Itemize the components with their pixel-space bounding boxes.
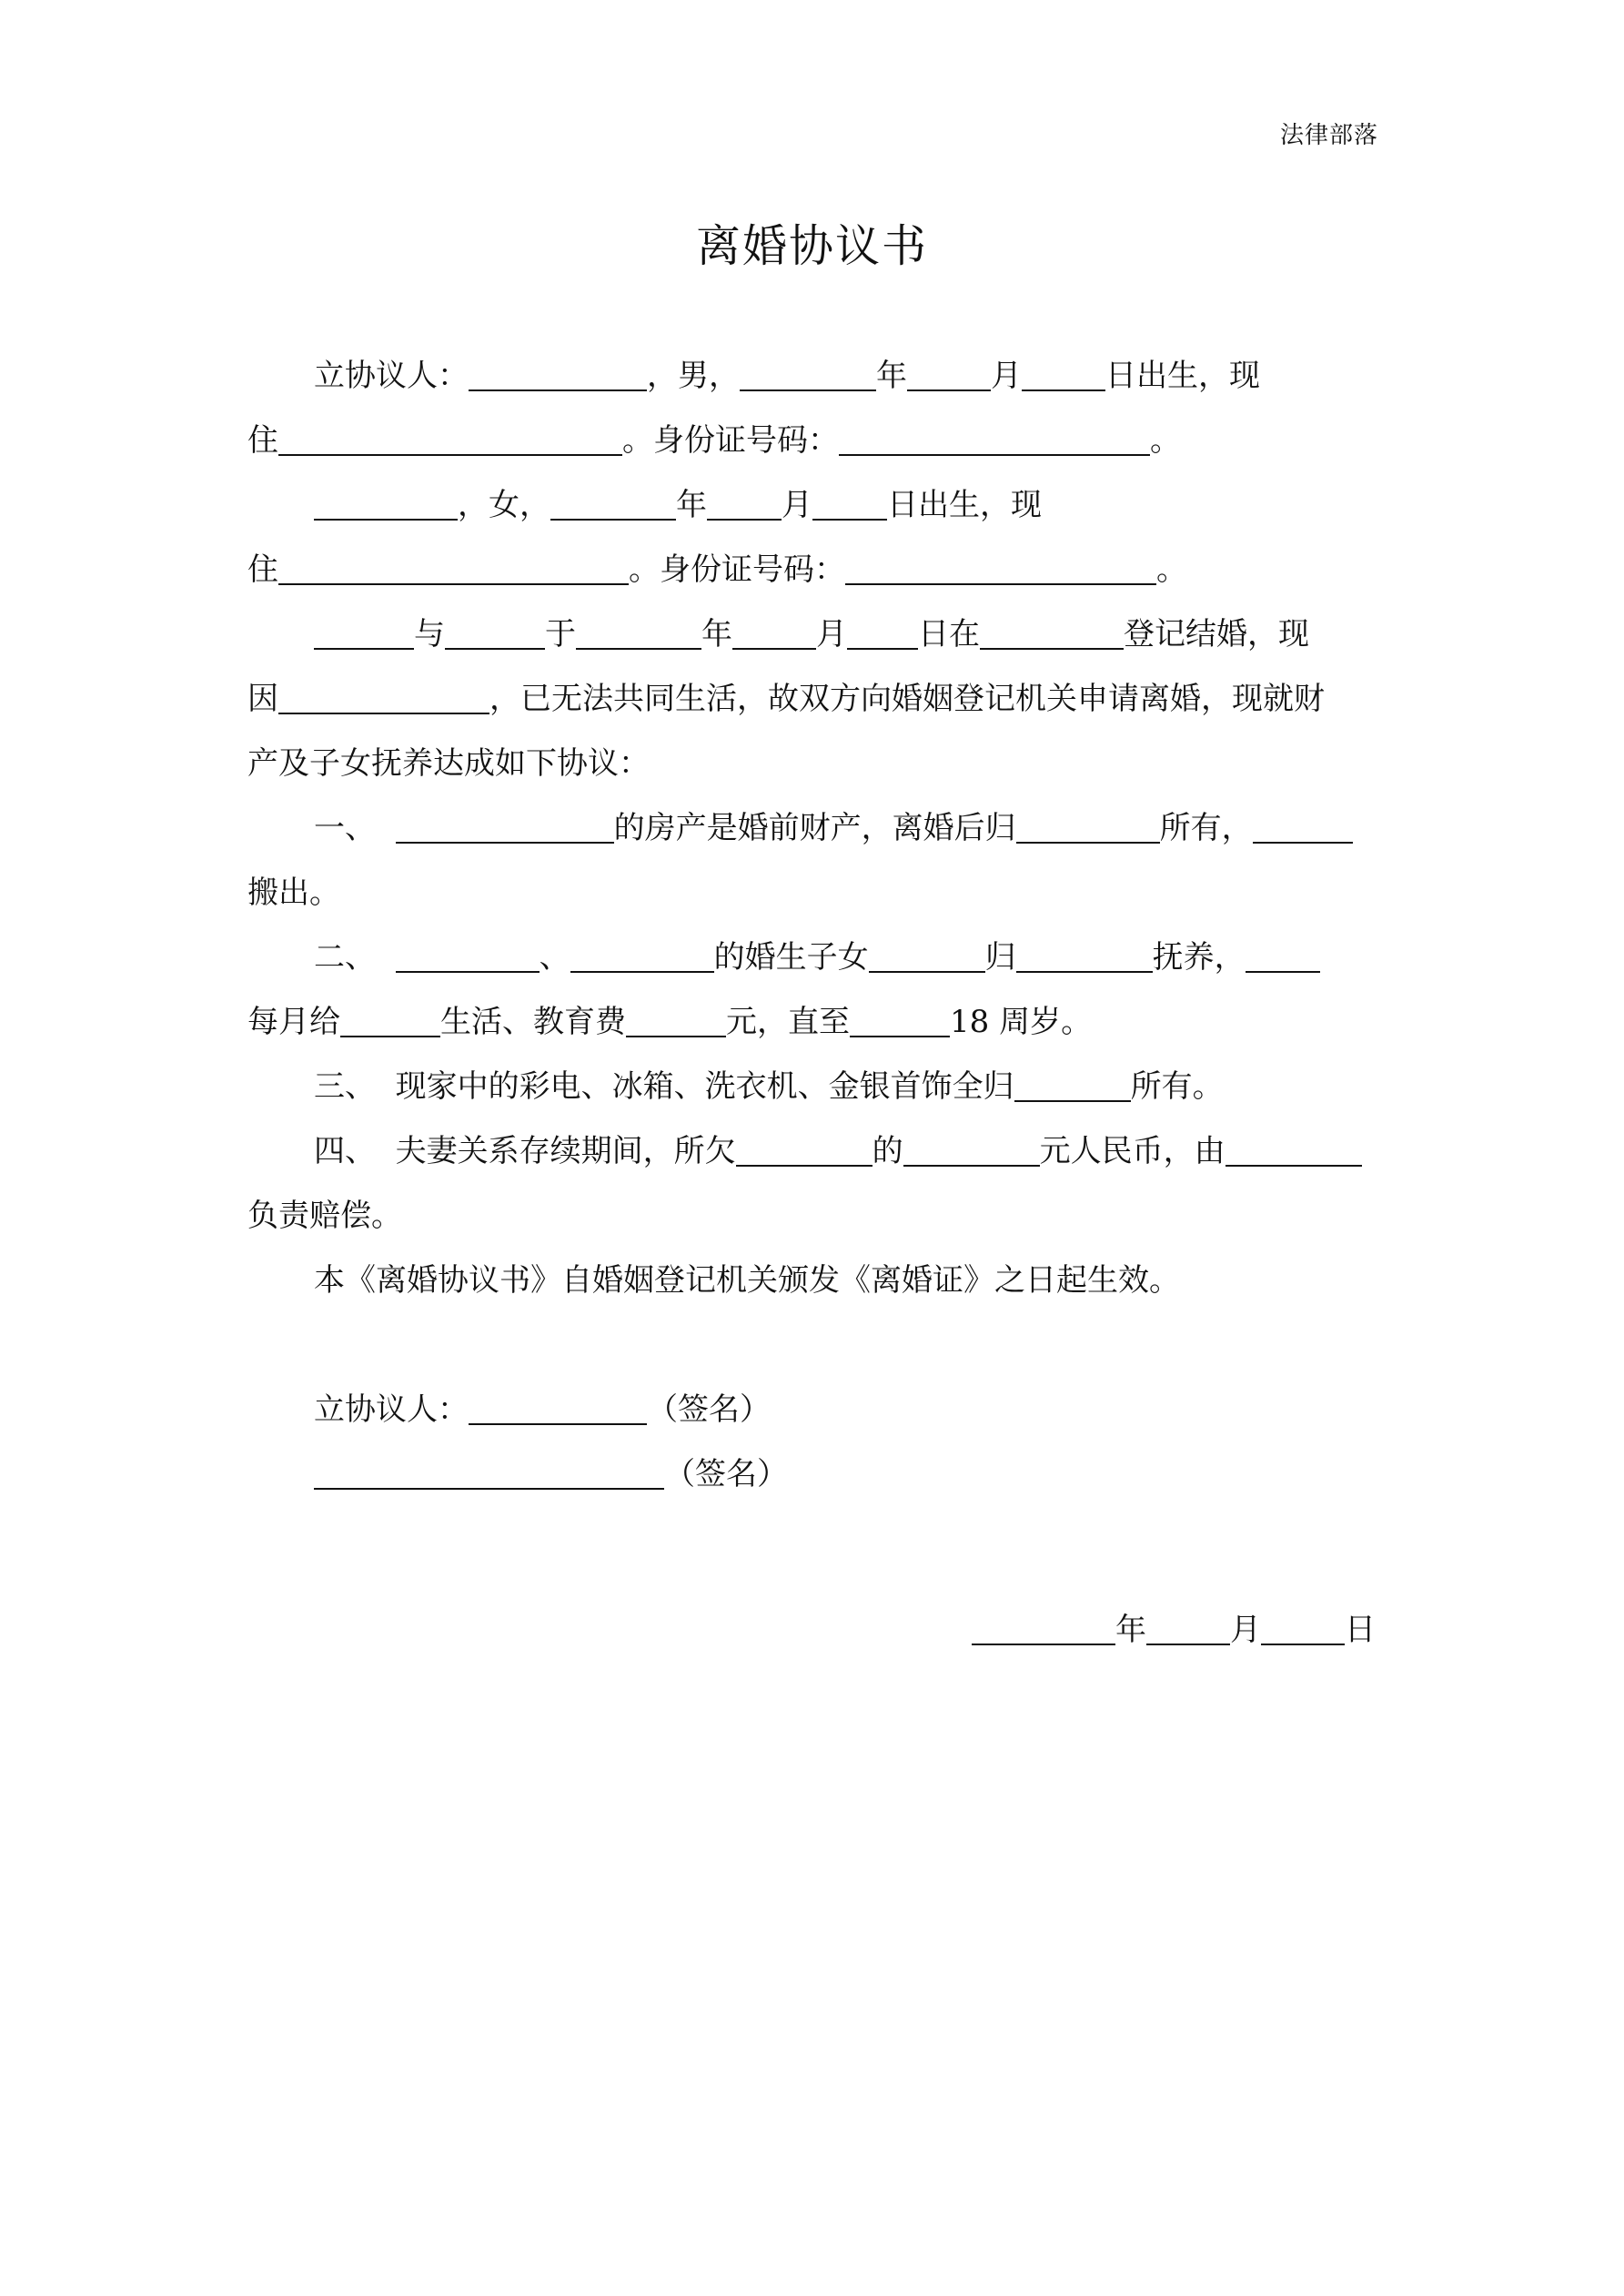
clause-number: 四、 [314, 1133, 376, 1169]
live-text: 住 [247, 422, 278, 459]
party-male-line [247, 344, 1376, 409]
clause-text: 夫妻关系存续期间，所欠 [395, 1133, 736, 1169]
party-female-address-line [247, 538, 1376, 602]
clause-text: 所有。 [1130, 1068, 1224, 1105]
child-blank[interactable] [850, 1001, 950, 1037]
date-line [247, 1598, 1376, 1663]
party-female-line [247, 473, 1376, 538]
clause-text: 生活、教育费 [440, 1004, 626, 1040]
separator-text: 、 [539, 939, 570, 976]
period-text: 。 [1156, 551, 1187, 588]
born-now-text: 日出生，现 [887, 487, 1042, 523]
year-label: 年 [701, 616, 732, 652]
birth-month-blank[interactable] [907, 355, 991, 391]
clause-text: 现家中的彩电、冰箱、洗衣机、金银首饰全归 [395, 1068, 1014, 1105]
header-mark: 法律部落 [1279, 122, 1378, 149]
day-blank[interactable] [847, 613, 918, 650]
name-blank[interactable] [445, 613, 545, 650]
male-text: ，男， [647, 358, 740, 394]
month-blank[interactable] [732, 613, 816, 650]
with-text: 与 [414, 616, 445, 652]
registered-text: 登记结婚，现 [1124, 616, 1309, 652]
parent-blank[interactable] [396, 936, 540, 973]
id-number-blank[interactable] [845, 549, 1156, 585]
marriage-line [247, 602, 1376, 667]
clause-1-cont: 搬出。 [247, 875, 340, 911]
amount-blank[interactable] [626, 1001, 726, 1037]
clause-text: 18 周岁。 [950, 1004, 1093, 1040]
clause-text: 的 [872, 1133, 903, 1169]
signature-blank[interactable] [314, 1453, 664, 1490]
child-blank[interactable] [869, 936, 985, 973]
id-number-blank[interactable] [839, 420, 1150, 456]
reason-blank[interactable] [278, 678, 489, 714]
clause-text: 每月给 [247, 1004, 340, 1040]
clause-4 [247, 1119, 1376, 1184]
id-label: 。身份证号码： [629, 551, 845, 588]
name-blank[interactable] [314, 613, 414, 650]
party-male-address-line [247, 409, 1376, 473]
clause-text: 所有， [1159, 810, 1253, 846]
at-text: 于 [545, 616, 576, 652]
payer-blank[interactable] [1246, 936, 1320, 973]
clause-number: 一、 [314, 810, 376, 846]
clause-text: 的婚生子女 [713, 939, 869, 976]
creditor-blank[interactable] [736, 1130, 873, 1167]
birth-month-blank[interactable] [707, 484, 782, 521]
reason-rest-text: ，已无法共同生活，故双方向婚姻登记机关申请离婚，现就财 [489, 681, 1325, 717]
clause-4-cont: 负责赔偿。 [247, 1198, 402, 1234]
year-label: 年 [1115, 1612, 1146, 1648]
spacer [247, 1313, 1376, 1378]
live-text: 住 [247, 551, 278, 588]
signature-line-1 [247, 1378, 1376, 1442]
reason-line [247, 667, 1376, 732]
name-blank[interactable] [469, 355, 647, 391]
clause-text: 的房产是婚前财产，离婚后归 [613, 810, 1016, 846]
page-title: 离婚协议书 [695, 220, 928, 272]
period-text: 。 [1150, 422, 1181, 459]
clause-2-cont [247, 990, 1376, 1055]
signature-label: 立协议人： [314, 1391, 469, 1428]
month-label: 月 [991, 358, 1022, 394]
clause-3 [247, 1055, 1376, 1119]
clause-1 [247, 796, 1376, 861]
guardian-blank[interactable] [1016, 936, 1153, 973]
debtor-blank[interactable] [1226, 1130, 1362, 1167]
birth-year-blank[interactable] [550, 484, 676, 521]
year-label: 年 [876, 358, 907, 394]
sign-text: （签名） [647, 1391, 771, 1428]
year-label: 年 [676, 487, 707, 523]
clause-text: 抚养， [1152, 939, 1246, 976]
female-text: ，女， [458, 487, 550, 523]
clause-text: 元，直至 [726, 1004, 850, 1040]
month-label: 月 [1230, 1612, 1261, 1648]
signature-blank[interactable] [469, 1389, 647, 1425]
spacer [247, 1507, 1376, 1598]
address-blank[interactable] [278, 549, 629, 585]
month-label: 月 [782, 487, 812, 523]
person-blank[interactable] [1253, 807, 1353, 844]
born-now-text: 日出生，现 [1105, 358, 1260, 394]
amount-blank[interactable] [903, 1130, 1040, 1167]
recipient-blank[interactable] [340, 1001, 440, 1037]
clause-2 [247, 925, 1376, 990]
name-blank[interactable] [314, 484, 458, 521]
clause-number: 三、 [314, 1068, 376, 1105]
birth-day-blank[interactable] [812, 484, 887, 521]
id-label: 。身份证号码： [622, 422, 839, 459]
agreement-body [247, 344, 1376, 1663]
clause-number: 二、 [314, 939, 376, 976]
because-text: 因 [247, 681, 278, 717]
birth-year-blank[interactable] [740, 355, 876, 391]
party-label: 立协议人： [314, 358, 469, 394]
date-day-blank[interactable] [1261, 1609, 1345, 1645]
month-label: 月 [816, 616, 847, 652]
agreement-intro-line: 产及子女抚养达成如下协议： [247, 745, 650, 782]
date-month-blank[interactable] [1146, 1609, 1230, 1645]
effect-line: 本《离婚协议书》自婚姻登记机关颁发《离婚证》之日起生效。 [314, 1262, 1180, 1299]
property-blank[interactable] [396, 807, 614, 844]
birth-day-blank[interactable] [1022, 355, 1105, 391]
signature-line-2 [247, 1442, 1376, 1507]
date-year-blank[interactable] [972, 1609, 1115, 1645]
clause-text: 元人民币，由 [1039, 1133, 1226, 1169]
sign-text: （签名） [664, 1456, 788, 1492]
parent-blank[interactable] [570, 936, 714, 973]
place-blank[interactable] [980, 613, 1124, 650]
address-blank[interactable] [278, 420, 622, 456]
owner-blank[interactable] [1016, 807, 1160, 844]
year-blank[interactable] [576, 613, 701, 650]
clause-text: 归 [984, 939, 1016, 976]
day-at-text: 日在 [918, 616, 980, 652]
day-label: 日 [1345, 1612, 1376, 1648]
owner-blank[interactable] [1014, 1066, 1131, 1102]
